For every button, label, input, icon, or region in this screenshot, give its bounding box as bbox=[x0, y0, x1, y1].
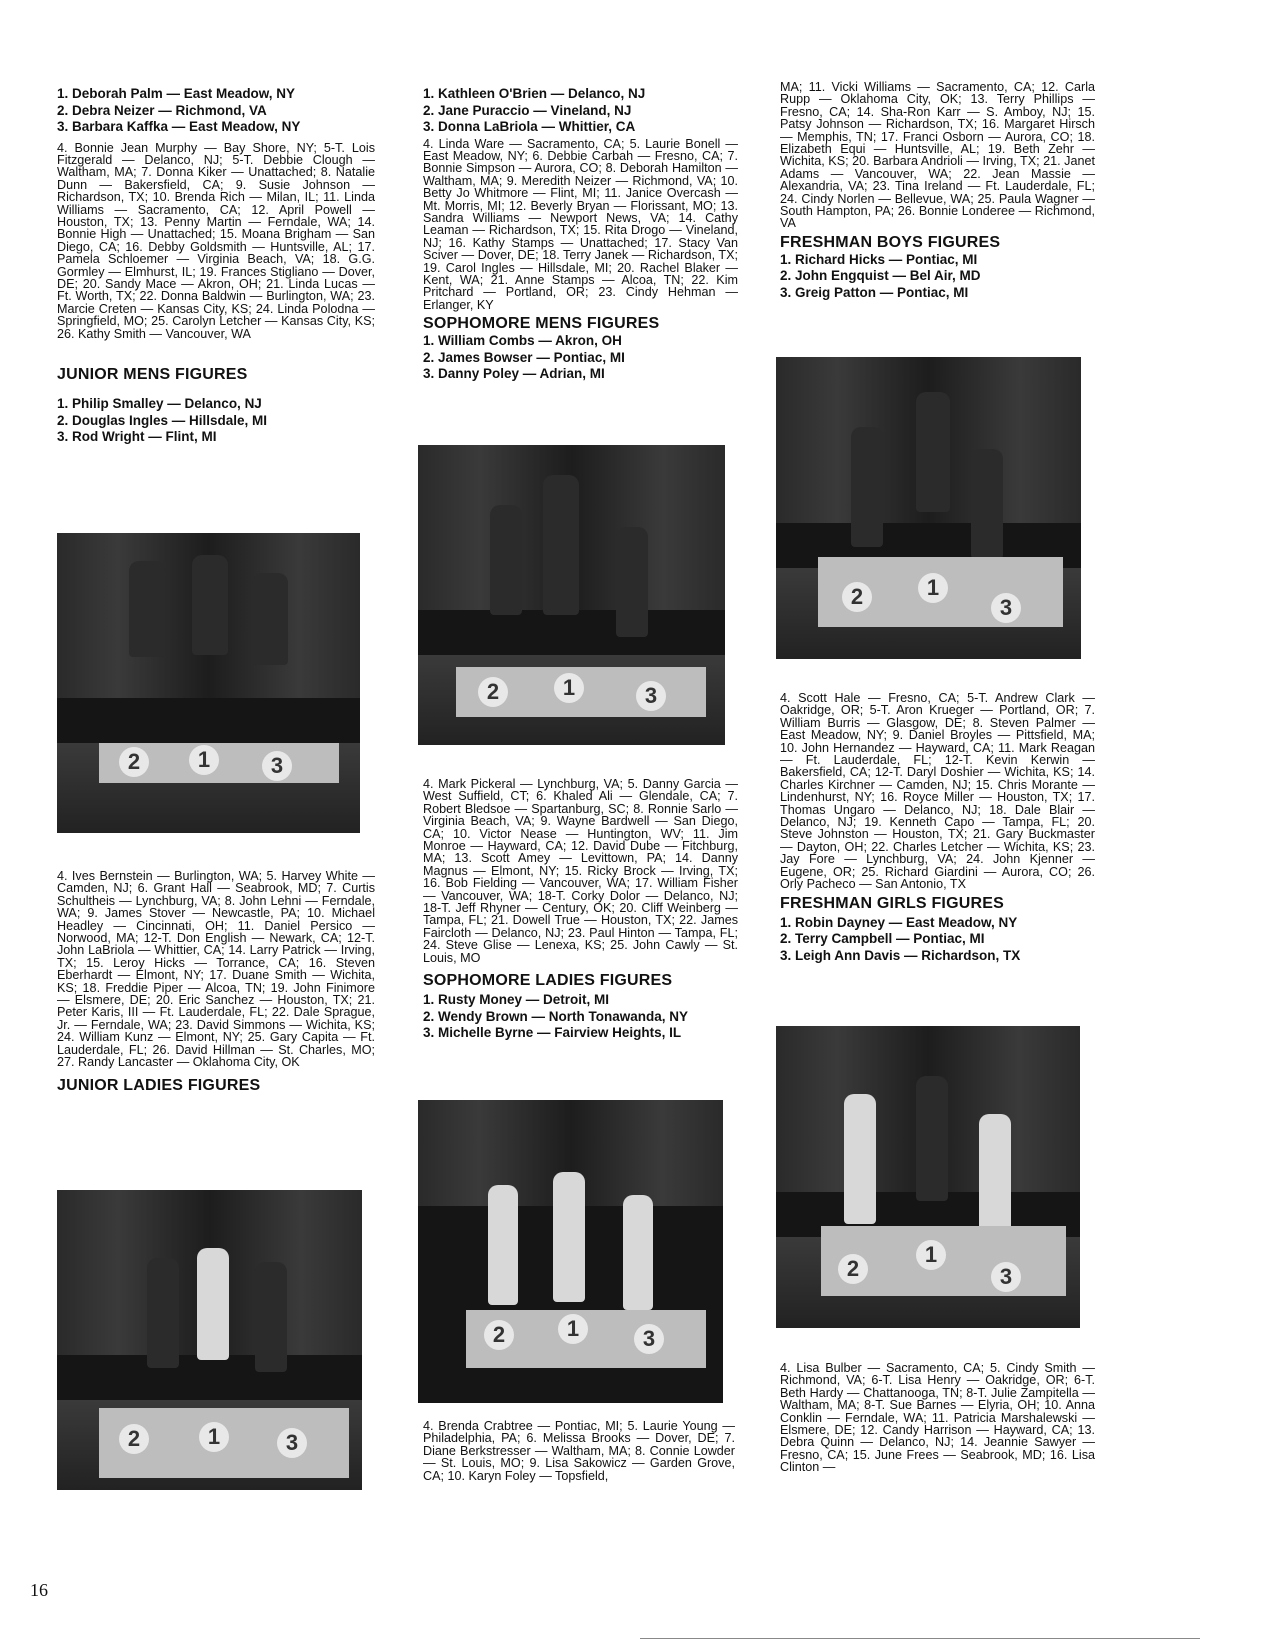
podium-number: 2 bbox=[484, 1320, 514, 1350]
results-list: 4. Brenda Crabtree — Pontiac, MI; 5. Laurie Young — Philadelphia, PA; 6. Melissa Brooks — Dover, DE; 7. Diane Berkstresser — Waltham, MA; 8. Connie Lowder — St. Louis, MO; 9. Lisa Sakowicz — Garden Grove, CA; 10. Karyn Foley — Topsfield, bbox=[423, 1419, 735, 1483]
place-2: 2. Douglas Ingles — Hillsdale, MI bbox=[57, 412, 268, 428]
bottom-rule bbox=[640, 1638, 1200, 1639]
column-3-bottom bbox=[780, 1362, 1095, 1474]
podium-photo-sophomore-mens bbox=[418, 445, 725, 745]
results-top3 bbox=[57, 396, 375, 446]
place-3: 3. Rod Wright — Flint, MI bbox=[57, 429, 217, 444]
podium-number: 1 bbox=[199, 1422, 229, 1452]
podium-photo-junior-ladies bbox=[57, 1190, 362, 1490]
podium-number: 3 bbox=[634, 1324, 664, 1354]
section-heading: JUNIOR LADIES FIGURES bbox=[57, 1076, 261, 1094]
results-list: 4. Lisa Bulber — Sacramento, CA; 5. Cindy Smith — Richmond, VA; 6-T. Lisa Henry — Oakridge, OR; 6-T. Beth Hardy — Chattanooga, TN; 8-T. Julie Zampitella — Waltham, MA; 8-T. Sue Barnes — Elyria, OH; 10. Anna Conklin — Ferndale, WA; 11. Patricia Marshalewski — Elsmere, DE; 12. Candy Harrison — Hayward, CA; 13. Debra Quinn — Delanco, NJ; 14. Jeannie Sawyer — Fresno, CA; 15. June Frees — Seabrook, MD; 16. Lisa Clinton — bbox=[780, 1361, 1095, 1475]
podium-number: 3 bbox=[991, 593, 1021, 623]
place-1: 1. Deborah Palm — East Meadow, NY bbox=[57, 86, 296, 101]
place-2: 2. John Engquist — Bel Air, MD bbox=[780, 268, 981, 284]
column-2 bbox=[423, 86, 738, 383]
section-heading: SOPHOMORE MENS FIGURES bbox=[423, 315, 660, 333]
place-2: 2. Debra Neizer — Richmond, VA bbox=[57, 102, 267, 118]
place-3: 3. Donna LaBriola — Whittier, CA bbox=[423, 119, 636, 134]
results-top3 bbox=[423, 86, 738, 136]
place-1: 1. Philip Smalley — Delanco, NJ bbox=[57, 396, 262, 411]
place-1: 1. Robin Dayney — East Meadow, NY bbox=[780, 914, 1018, 930]
results-top3 bbox=[423, 992, 738, 1042]
podium-number: 2 bbox=[842, 582, 872, 612]
column-1 bbox=[57, 86, 375, 446]
place-3: 3. Barbara Kaffka — East Meadow, NY bbox=[57, 119, 301, 134]
column-1-lower bbox=[57, 870, 375, 1095]
page-number: 16 bbox=[30, 1580, 48, 1600]
podium-number: 2 bbox=[119, 1424, 149, 1454]
podium-number: 1 bbox=[554, 673, 584, 703]
results-top3 bbox=[780, 915, 1095, 965]
podium-number: 3 bbox=[636, 681, 666, 711]
place-2: 2. James Bowser — Pontiac, MI bbox=[423, 349, 625, 365]
place-2: 2. Wendy Brown — North Tonawanda, NY bbox=[423, 1008, 689, 1024]
column-3 bbox=[780, 81, 1095, 301]
section-heading: FRESHMAN GIRLS FIGURES bbox=[780, 894, 1004, 912]
podium-number: 2 bbox=[478, 677, 508, 707]
results-top3 bbox=[780, 252, 1095, 302]
section-heading: SOPHOMORE LADIES FIGURES bbox=[423, 972, 673, 990]
section-heading: JUNIOR MENS FIGURES bbox=[57, 366, 248, 383]
podium-number: 1 bbox=[918, 573, 948, 603]
place-1: 1. Rusty Money — Detroit, MI bbox=[423, 992, 610, 1008]
podium-photo-freshman-boys bbox=[776, 357, 1081, 659]
podium-photo-sophomore-ladies bbox=[418, 1100, 723, 1403]
column-2-bottom bbox=[423, 1420, 735, 1482]
place-2: 2. Jane Puraccio — Vineland, NJ bbox=[423, 102, 632, 118]
place-3: 3. Greig Patton — Pontiac, MI bbox=[780, 284, 969, 300]
results-list: MA; 11. Vicki Williams — Sacramento, CA; 12. Carla Rupp — Oklahoma City, OK; 13. Terry Phillips — Fresno, CA; 14. Sha-Ron Karr — S. Amboy, NJ; 15. Patsy Johnson — Richardson, TX; 16. Margaret Hirsch — Memphis, TN; 17. Franci Osborn — Aurora, CO; 18. Elizabeth Equi — Huntsville, AL; 19. Beth Zehr — Wichita, KS; 20. Barbara Andrioli — Irving, TX; 21. Janet Adams — Vancouver, WA; 22. Jean Massie — Alexandria, VA; 23. Tina Ireland — Ft. Lauderdale, FL; 24. Cindy Norlen — Bellevue, WA; 25. Paula Wagner — South Hampton, PA; 26. Bonnie Londeree — Richmond, VA bbox=[780, 80, 1095, 231]
results-top3 bbox=[423, 333, 738, 383]
podium-number: 1 bbox=[916, 1240, 946, 1270]
place-1: 1. Richard Hicks — Pontiac, MI bbox=[780, 251, 978, 267]
podium-photo-junior-mens bbox=[57, 533, 360, 833]
results-list: 4. Bonnie Jean Murphy — Bay Shore, NY; 5-T. Lois Fitzgerald — Delanco, NJ; 5-T. Debbie Clough — Waltham, MA; 7. Donna Kiker — Unattached; 8. Natalie Dunn — Bakersfield, CA; 9. Susie Johnson — Richardson, TX; 10. Brenda Rich — Milan, IL; 11. Linda Williams — Sacramento, CA; 12. April Powell — Houston, TX; 13. Penny Martin — Ferndale, WA; 14. Bonnie High — Unattached; 15. Moana Brigham — San Diego, CA; 16. Debby Goldsmith — Huntsville, AL; 17. Pamela Schloemer — Virginia Beach, VA; 18. G.G. Gormley — Elmhurst, IL; 19. Frances Stigliano — Dover, DE; 20. Sandy Mace — Akron, OH; 21. Linda Lucas — Ft. Worth, TX; 22. Donna Baldwin — Burlington, WA; 23. Marcie Creten — Kansas City, KS; 24. Linda Polodna — Springfield, MO; 25. Carolyn Letcher — Kansas City, KS; 26. Kathy Smith — Vancouver, WA bbox=[57, 140, 375, 341]
podium-number: 1 bbox=[558, 1314, 588, 1344]
results-list: 4. Scott Hale — Fresno, CA; 5-T. Andrew Clark — Oakridge, OR; 5-T. Aron Krueger — Portland, OR; 7. William Burris — Glasgow, DE; 8. Steven Palmer — East Meadow, NY; 9. Daniel Broyles — Pittsfield, MA; 10. John Hernandez — Hayward, CA; 11. Mark Reagan — Ft. Lauderdale, FL; 12-T. Kevin Kerwin — Bakersfield, CA; 12-T. Daryl Doshier — Wichita, KS; 14. Charles Kirchner — Camden, NJ; 15. Chris Morante — Lindenhurst, NY; 16. Royce Miller — Houston, TX; 17. Thomas Ungaro — Delanco, NJ; 18. Dale Blair — Delanco, NJ; 19. Kenneth Capo — Tampa, FL; 20. Steve Johnston — Houston, TX; 21. Gary Buckmaster — Dayton, OH; 22. Charles Letcher — Wichita, KS; 23. Jay Fore — Lynchburg, VA; 24. John Kjenner — Eugene, OR; 25. Richard Giardini — Aurora, CO; 26. Orly Pacheco — San Antonio, TX bbox=[780, 691, 1095, 892]
column-3-lower bbox=[780, 692, 1095, 964]
section-heading: FRESHMAN BOYS FIGURES bbox=[780, 233, 1001, 251]
podium-photo-freshman-girls bbox=[776, 1026, 1080, 1328]
place-2: 2. Terry Campbell — Pontiac, MI bbox=[780, 931, 985, 946]
place-1: 1. Kathleen O'Brien — Delanco, NJ bbox=[423, 86, 646, 101]
results-list: 4. Linda Ware — Sacramento, CA; 5. Laurie Bonell — East Meadow, NY; 6. Debbie Carbah — Fresno, CA; 7. Bonnie Simpson — Aurora, CO; 8. Deborah Hamilton — Waltham, MA; 9. Meredith Neizer — Richmond, VA; 10. Betty Jo Whitmore — Flint, MI; 11. Janice Overcash — Mt. Morris, MI; 12. Beverly Bryan — Florissant, MO; 13. Sandra Williams — Newport News, VA; 14. Cathy Leaman — Richardson, TX; 15. Rita Drogo — Vineland, NJ; 16. Kathy Stamps — Unattached; 17. Stacy Van Sciver — Dover, DE; 18. Terry Janek — Richardson, TX; 19. Carol Ingles — Hillsdale, MI; 20. Rachel Blaker — Kent, WA; 21. Anne Stamps — Alcoa, TN; 22. Kim Pritchard — Portland, OR; 23. Cindy Hehman — Erlanger, KY bbox=[423, 136, 738, 312]
results-list: 4. Ives Bernstein — Burlington, WA; 5. Harvey White — Camden, NJ; 6. Grant Hall — Seabrook, MD; 7. Curtis Schultheis — Lynchburg, VA; 8. John Lehni — Ferndale, WA; 9. James Stover — Newcastle, PA; 10. Michael Headley — Cincinnati, OH; 11. Daniel Persico — Norwood, MA; 12-T. Don English — Newark, CA; 12-T. John LaBriola — Whittier, CA; 14. Larry Patrick — Irving, TX; 15. Leroy Hicks — Torrance, CA; 16. Steven Eberhardt — Elmont, NY; 17. Duane Smith — Wichita, KS; 18. Freddie Piper — Alcoa, TN; 19. John Finimore — Elsmere, DE; 20. Eric Sanchez — Houston, TX; 21. Peter Karis, III — Ft. Lauderdale, FL; 22. Dale Sprague, Jr. — Ferndale, WA; 23. David Simmons — Wichita, KS; 24. William Kunz — Elmont, NY; 25. Gary Capita — Ft. Lauderdale, FL; 26. David Hillman — St. Charles, MO; 27. Randy Lancaster — Oklahoma City, OK bbox=[57, 869, 375, 1070]
results-top3 bbox=[57, 86, 375, 136]
podium-number: 1 bbox=[189, 745, 219, 775]
place-3: 3. Leigh Ann Davis — Richardson, TX bbox=[780, 947, 1021, 963]
place-3: 3. Michelle Byrne — Fairview Heights, IL bbox=[423, 1025, 682, 1041]
podium-number: 2 bbox=[838, 1254, 868, 1284]
results-list: 4. Mark Pickeral — Lynchburg, VA; 5. Danny Garcia — West Suffield, CT; 6. Khaled Ali — Glendale, CA; 7. Robert Bledsoe — Spartanburg, SC; 8. Ronnie Sarlo — Virginia Beach, VA; 9. Wayne Bardwell — San Diego, CA; 10. Victor Nease — Huntington, WV; 11. Jim Monroe — Hayward, CA; 12. David Dube — Fitchburg, MA; 13. Scott Amey — Levittown, PA; 14. Danny Magnus — Elmont, NY; 15. Ricky Brock — Irving, TX; 16. Bob Fielding — Vancouver, WA; 17. William Fisher — Vancouver, WA; 18-T. Corky Dolor — Delanco, NJ; 18-T. Jeff Rhyner — Century, OK; 20. Cliff Weinberg — Tampa, FL; 21. Dowell True — Houston, TX; 22. James Faircloth — Delanco, NJ; 23. Paul Hinton — Tampa, FL; 24. Steve Glise — Lenexa, KS; 25. John Cawly — St. Louis, MO bbox=[423, 777, 738, 965]
podium-number: 3 bbox=[262, 751, 292, 781]
column-2-lower bbox=[423, 778, 738, 1042]
place-3: 3. Danny Poley — Adrian, MI bbox=[423, 366, 605, 382]
podium-number: 2 bbox=[119, 747, 149, 777]
place-1: 1. William Combs — Akron, OH bbox=[423, 333, 622, 349]
podium-number: 3 bbox=[991, 1262, 1021, 1292]
podium-number: 3 bbox=[277, 1428, 307, 1458]
